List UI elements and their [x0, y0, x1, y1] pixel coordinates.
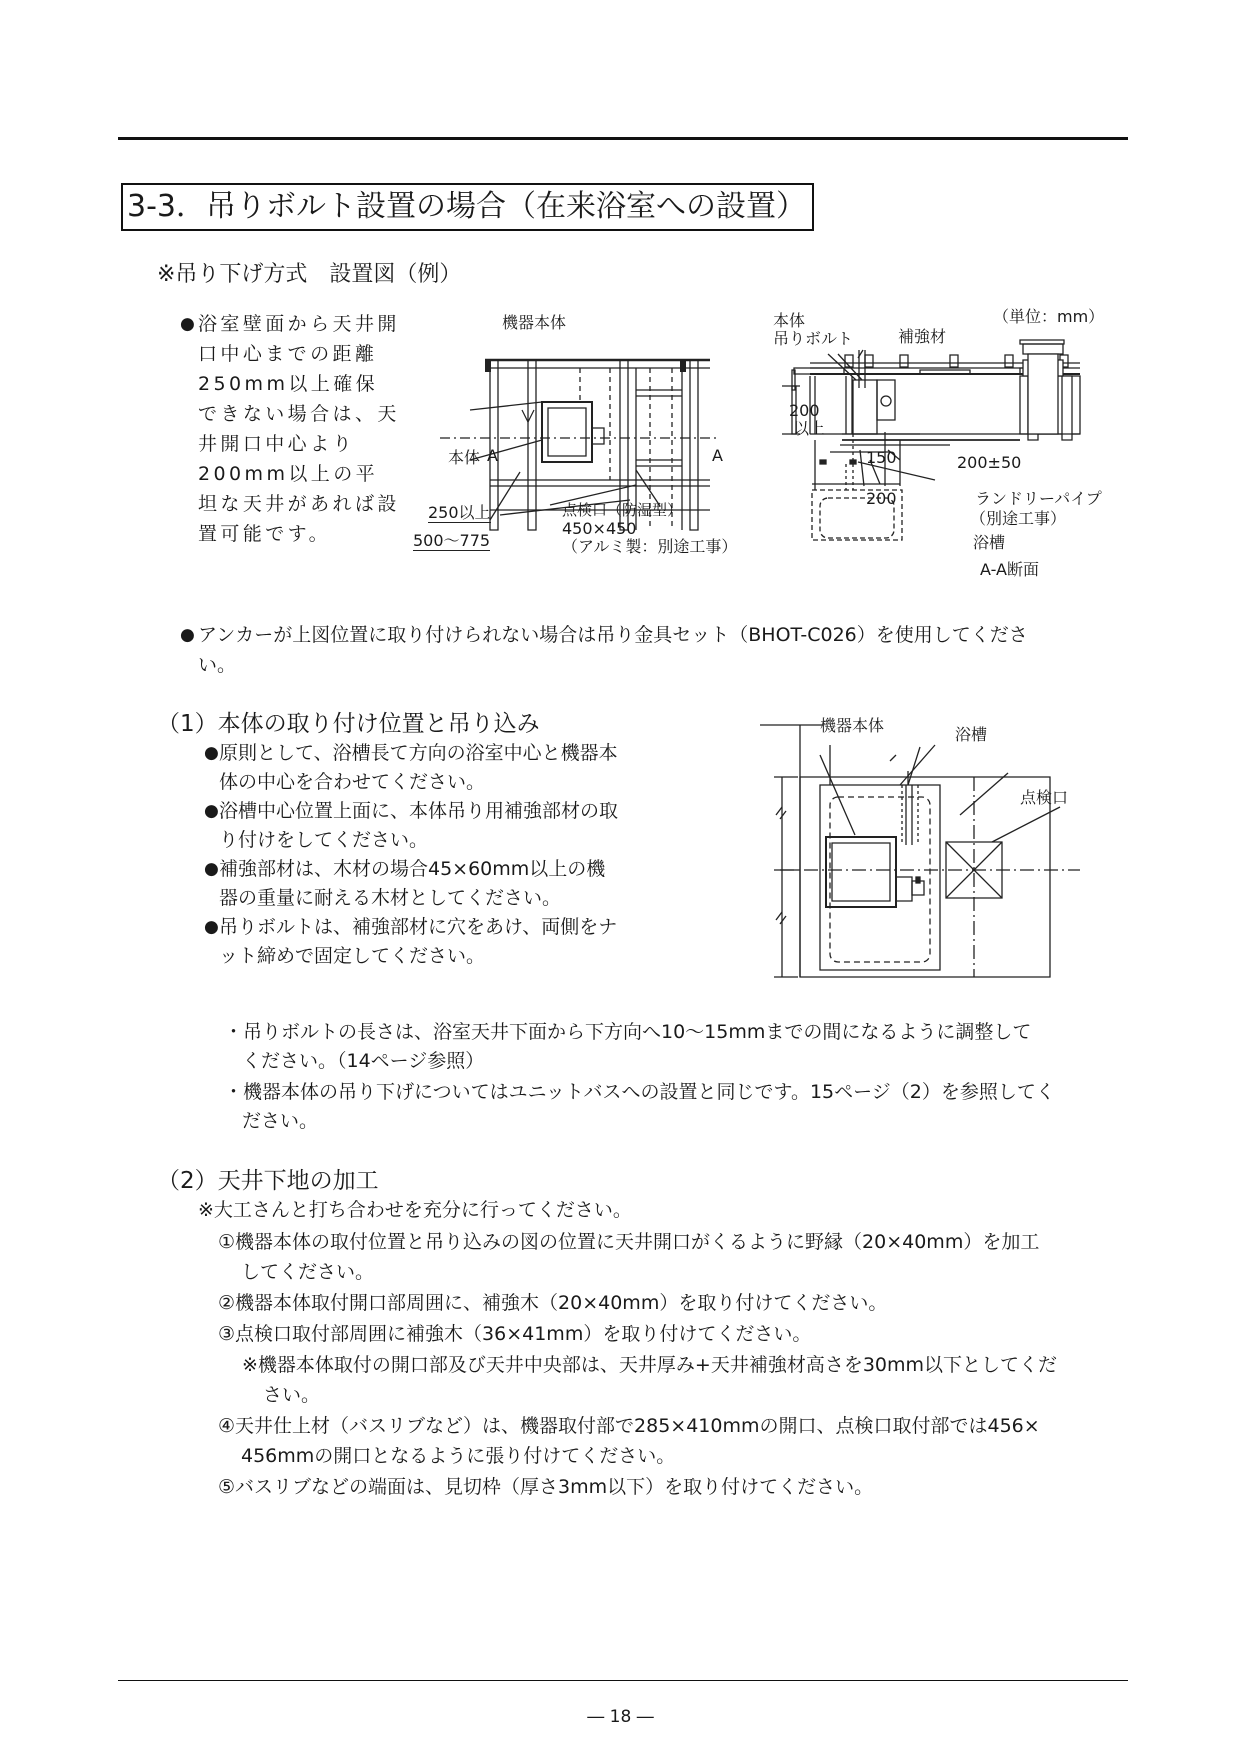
- plan-label-unit-body: 機器本体: [502, 313, 567, 332]
- section-label-200b: 200: [866, 489, 897, 508]
- part2-item-3-note-line-2: さい。: [263, 1384, 321, 1406]
- part1-bullet-4-mark: ●: [204, 917, 219, 937]
- part2-item-1-line-1: ①機器本体の取付位置と吊り込みの図の位置に天井開口がくるように野縁（20×40mm）を加工: [218, 1231, 1040, 1253]
- mount-label-hatch: 点検口: [1020, 788, 1069, 807]
- part1-note-1-line-1: ・吊りボルトの長さは、浴室天井下面から下方向へ10〜15mmまでの間になるように調整して: [224, 1021, 1032, 1043]
- section-label-reinforce: 補強材: [898, 327, 947, 346]
- part1-note-2-line-2: ださい。: [242, 1110, 319, 1132]
- section-title: 3-3．吊りボルト設置の場合（在来浴室への設置）: [121, 183, 814, 231]
- section-label-200: 200: [789, 401, 820, 420]
- mount-label-tub: 浴槽: [955, 725, 988, 744]
- part2-item-1-line-2: してください。: [241, 1261, 375, 1283]
- part2-heading: （2）天井下地の加工: [157, 1168, 379, 1194]
- intro-line-1: 浴室壁面から天井開: [198, 313, 400, 335]
- plan-label-250: 250以上: [428, 503, 491, 522]
- part2-item-5: ⑤バスリブなどの端面は、見切枠（厚さ3mm以下）を取り付けてください。: [218, 1476, 874, 1498]
- part1-bullet-2-line-1: 浴槽中心位置上面に、本体吊り用補強部材の取: [219, 800, 619, 822]
- page-number: ― 18 ―: [587, 1707, 654, 1727]
- anchor-note-line-1: アンカーが上図位置に取り付けられない場合は吊り金具セット（BHOT-C026）を使用してくださ: [198, 624, 1028, 646]
- part1-bullet-2-mark: ●: [204, 801, 219, 821]
- intro-line-5: 井開口中心より: [198, 433, 355, 455]
- mounting-position-diagram: [760, 725, 1090, 990]
- intro-line-2: 口中心までの距離: [198, 343, 378, 365]
- intro-line-3: 250mm以上確保: [198, 373, 379, 395]
- plan-label-a-right: A: [712, 446, 723, 465]
- part2-item-2: ②機器本体取付開口部周囲に、補強木（20×40mm）を取り付けてください。: [218, 1292, 888, 1314]
- mount-label-unit-body: 機器本体: [820, 716, 885, 735]
- section-diagram: [770, 327, 1090, 580]
- part2-item-3-note-line-1: ※機器本体取付の開口部及び天井中央部は、天井厚み+天井補強材高さを30mm以下としてくだ: [242, 1354, 1058, 1376]
- intro-line-4: できない場合は、天: [198, 403, 400, 425]
- section-label-150: 150: [866, 448, 897, 467]
- part1-bullet-1-mark: ●: [204, 743, 219, 763]
- plan-label-500: 500〜775: [413, 531, 491, 550]
- part1-bullet-3-mark: ●: [204, 859, 219, 879]
- plan-label-hatch: 点検口（防湿型）: [562, 501, 683, 519]
- plan-label-a-left: A: [487, 446, 498, 465]
- plan-label-hatch-note: （アルミ製：別途工事）: [562, 537, 738, 556]
- intro-line-7: 坦な天井があれば設: [198, 493, 400, 515]
- part1-note-2-line-1: ・機器本体の吊り下げについてはユニットバスへの設置と同じです。15ページ（2）を参照してく: [224, 1081, 1055, 1103]
- part1-bullet-4-line-1: 吊りボルトは、補強部材に穴をあけ、両側をナ: [219, 916, 618, 938]
- part1-bullet-2-line-2: り付けをしてください。: [219, 829, 429, 851]
- part1-bullet-3-line-2: 器の重量に耐える木材としてください。: [219, 887, 562, 909]
- section-label-200pm50: 200±50: [957, 453, 1022, 472]
- intro-line-8: 置可能です。: [198, 523, 332, 545]
- part2-item-4-line-1: ④天井仕上材（バスリブなど）は、機器取付部で285×410mmの開口、点検口取付部では456×: [218, 1415, 1040, 1437]
- top-rule: [118, 137, 1128, 140]
- plan-label-body: 本体: [448, 448, 481, 467]
- part1-bullet-1-line-1: 原則として、浴槽長て方向の浴室中心と機器本: [219, 742, 618, 764]
- section-label-ijo: 以上: [793, 419, 826, 438]
- part2-note: ※大工さんと打ち合わせを充分に行ってください。: [198, 1199, 632, 1221]
- plan-label-hatch-size: 450×450: [562, 519, 637, 538]
- section-label-tub: 浴槽: [973, 533, 1006, 552]
- section-label-caption: A-A断面: [980, 560, 1039, 579]
- section-label-laundry: ランドリーパイプ: [975, 489, 1102, 508]
- bottom-rule: [118, 1680, 1128, 1681]
- diagram-heading: ※吊り下げ方式 設置図（例）: [157, 262, 462, 287]
- part1-bullet-4-line-2: ット締めで固定してください。: [219, 945, 486, 967]
- part1-note-1-line-2: ください。（14ページ参照）: [242, 1050, 485, 1072]
- part2-item-4-line-2: 456mmの開口となるように張り付けてください。: [241, 1445, 676, 1467]
- section-label-unit: （単位：mm）: [993, 307, 1105, 326]
- part1-bullet-1-line-2: 体の中心を合わせてください。: [219, 771, 486, 793]
- bullet-mark: ●: [180, 314, 195, 334]
- section-label-bolt: 吊りボルト: [773, 329, 854, 348]
- part2-item-3: ③点検口取付部周囲に補強木（36×41mm）を取り付けてください。: [218, 1323, 812, 1345]
- part1-heading: （1）本体の取り付け位置と吊り込み: [157, 711, 540, 737]
- part1-bullet-3-line-1: 補強部材は、木材の場合45×60mm以上の機: [219, 858, 606, 880]
- intro-line-6: 200mm以上の平: [198, 463, 379, 485]
- anchor-bullet: ●: [180, 625, 195, 645]
- section-label-body: 本体: [773, 311, 806, 330]
- section-label-laundry-note: （別途工事）: [970, 509, 1067, 528]
- anchor-note-line-2: い。: [198, 654, 237, 676]
